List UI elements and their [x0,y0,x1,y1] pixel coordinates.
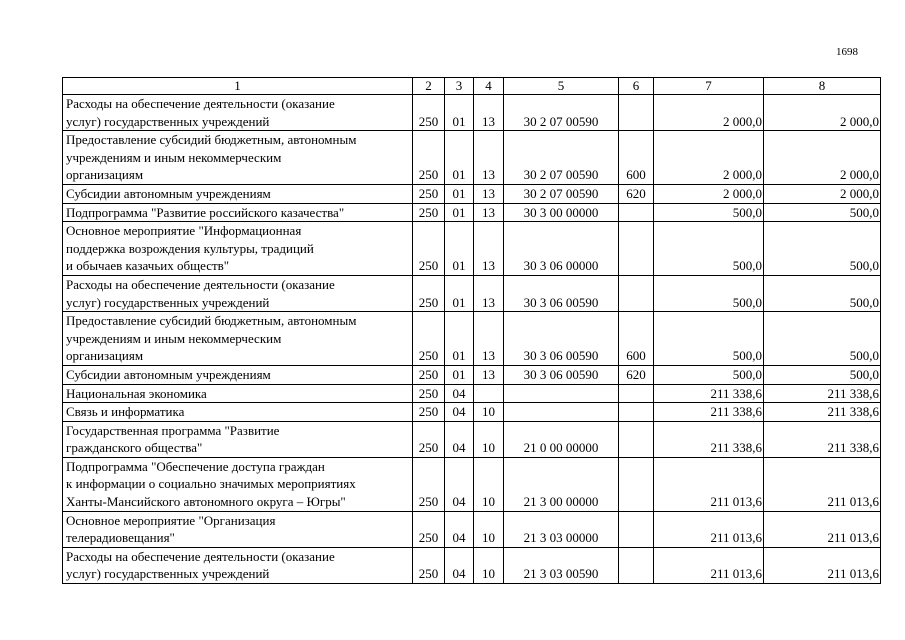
row-name-cell: Связь и информатика [63,403,413,422]
table-row [63,457,881,511]
row-name-cell: Основное мероприятие "Организация телерадиовещания" [63,511,413,547]
admin-code-cell: 250 [413,421,445,457]
table-row [63,131,881,185]
expense-type-cell [619,275,654,311]
subsection-cell: 13 [474,365,504,384]
subsection-cell [474,384,504,403]
expense-type-cell [619,222,654,276]
admin-code-cell: 250 [413,222,445,276]
amount-cell: 500,0 [654,312,764,366]
admin-code-cell: 250 [413,95,445,131]
admin-code-cell: 250 [413,203,445,222]
target-article-cell: 21 3 03 00000 [504,511,619,547]
admin-code-cell: 250 [413,275,445,311]
table-row [63,547,881,583]
header-cell: 6 [619,78,654,95]
row-name-cell: Подпрограмма "Обеспечение доступа граждан к информации о социально значимых мероприятиях Ханты-Мансийского автономного округа – Югры" [63,457,413,511]
subsection-cell: 10 [474,547,504,583]
table-row [63,421,881,457]
subsection-cell: 13 [474,203,504,222]
section-cell: 01 [445,184,474,203]
row-name-cell: Субсидии автономным учреждениям [63,365,413,384]
amount-cell: 211 338,6 [764,421,881,457]
row-name-cell: Предоставление субсидий бюджетным, автономным учреждениям и иным некоммерческим организациям [63,131,413,185]
header-cell: 5 [504,78,619,95]
subsection-cell: 13 [474,222,504,276]
table-row [63,275,881,311]
section-cell: 01 [445,275,474,311]
target-article-cell: 30 2 07 00590 [504,131,619,185]
target-article-cell: 30 3 00 00000 [504,203,619,222]
target-article-cell: 30 3 06 00590 [504,365,619,384]
header-cell: 7 [654,78,764,95]
section-cell: 04 [445,547,474,583]
section-cell: 04 [445,384,474,403]
expense-type-cell [619,384,654,403]
target-article-cell: 30 2 07 00590 [504,95,619,131]
admin-code-cell: 250 [413,457,445,511]
admin-code-cell: 250 [413,365,445,384]
expense-type-cell: 600 [619,131,654,185]
amount-cell: 211 338,6 [654,384,764,403]
subsection-cell: 13 [474,312,504,366]
page-number: 1698 [836,46,858,58]
amount-cell: 500,0 [654,275,764,311]
subsection-cell: 13 [474,184,504,203]
expense-type-cell [619,203,654,222]
admin-code-cell: 250 [413,184,445,203]
section-cell: 01 [445,222,474,276]
amount-cell: 500,0 [764,365,881,384]
amount-cell: 211 013,6 [654,511,764,547]
header-cell: 4 [474,78,504,95]
amount-cell: 2 000,0 [764,184,881,203]
table-row [63,203,881,222]
row-name-cell: Расходы на обеспечение деятельности (оказание услуг) государственных учреждений [63,275,413,311]
amount-cell: 500,0 [764,222,881,276]
amount-cell: 500,0 [654,365,764,384]
admin-code-cell: 250 [413,403,445,422]
admin-code-cell: 250 [413,547,445,583]
section-cell: 01 [445,365,474,384]
table-row [63,184,881,203]
row-name-cell: Предоставление субсидий бюджетным, автономным учреждениям и иным некоммерческим организациям [63,312,413,366]
table-row [63,312,881,366]
amount-cell: 500,0 [764,275,881,311]
section-cell: 01 [445,131,474,185]
amount-cell: 211 338,6 [654,403,764,422]
table-row [63,511,881,547]
table-row [63,95,881,131]
subsection-cell: 13 [474,131,504,185]
target-article-cell: 21 3 03 00590 [504,547,619,583]
target-article-cell: 30 2 07 00590 [504,184,619,203]
row-name-cell: Подпрограмма "Развитие российского казачества" [63,203,413,222]
section-cell: 04 [445,421,474,457]
subsection-cell: 10 [474,403,504,422]
header-cell: 2 [413,78,445,95]
admin-code-cell: 250 [413,312,445,366]
amount-cell: 2 000,0 [764,131,881,185]
section-cell: 04 [445,403,474,422]
target-article-cell: 30 3 06 00590 [504,312,619,366]
amount-cell: 211 338,6 [764,384,881,403]
amount-cell: 2 000,0 [764,95,881,131]
row-name-cell: Основное мероприятие "Информационная поддержка возрождения культуры, традиций и обычаев казачьих обществ" [63,222,413,276]
admin-code-cell: 250 [413,511,445,547]
expense-type-cell: 620 [619,184,654,203]
subsection-cell: 13 [474,95,504,131]
target-article-cell [504,384,619,403]
subsection-cell: 13 [474,275,504,311]
table-row [63,365,881,384]
expense-type-cell [619,547,654,583]
row-name-cell: Субсидии автономным учреждениям [63,184,413,203]
amount-cell: 2 000,0 [654,131,764,185]
row-name-cell: Расходы на обеспечение деятельности (оказание услуг) государственных учреждений [63,547,413,583]
amount-cell: 2 000,0 [654,95,764,131]
target-article-cell: 21 3 00 00000 [504,457,619,511]
section-cell: 04 [445,457,474,511]
amount-cell: 500,0 [654,203,764,222]
table-row [63,222,881,276]
table-row [63,384,881,403]
amount-cell: 2 000,0 [654,184,764,203]
subsection-cell: 10 [474,421,504,457]
expense-type-cell [619,511,654,547]
expense-type-cell [619,95,654,131]
table-row [63,403,881,422]
budget-table [62,77,881,584]
amount-cell: 211 013,6 [764,457,881,511]
row-name-cell: Государственная программа "Развитие гражданского общества" [63,421,413,457]
amount-cell: 211 013,6 [654,457,764,511]
amount-cell: 211 338,6 [764,403,881,422]
amount-cell: 211 013,6 [654,547,764,583]
expense-type-cell: 620 [619,365,654,384]
admin-code-cell: 250 [413,131,445,185]
amount-cell: 500,0 [764,312,881,366]
target-article-cell: 30 3 06 00000 [504,222,619,276]
header-cell: 3 [445,78,474,95]
section-cell: 01 [445,312,474,366]
section-cell: 01 [445,203,474,222]
row-name-cell: Национальная экономика [63,384,413,403]
section-cell: 04 [445,511,474,547]
target-article-cell: 21 0 00 00000 [504,421,619,457]
amount-cell: 211 013,6 [764,511,881,547]
amount-cell: 500,0 [654,222,764,276]
expense-type-cell [619,403,654,422]
section-cell: 01 [445,95,474,131]
amount-cell: 500,0 [764,203,881,222]
amount-cell: 211 013,6 [764,547,881,583]
expense-type-cell: 600 [619,312,654,366]
header-row [63,78,881,95]
subsection-cell: 10 [474,457,504,511]
header-cell: 8 [764,78,881,95]
amount-cell: 211 338,6 [654,421,764,457]
expense-type-cell [619,421,654,457]
admin-code-cell: 250 [413,384,445,403]
header-cell: 1 [63,78,413,95]
subsection-cell: 10 [474,511,504,547]
target-article-cell [504,403,619,422]
target-article-cell: 30 3 06 00590 [504,275,619,311]
row-name-cell: Расходы на обеспечение деятельности (оказание услуг) государственных учреждений [63,95,413,131]
expense-type-cell [619,457,654,511]
